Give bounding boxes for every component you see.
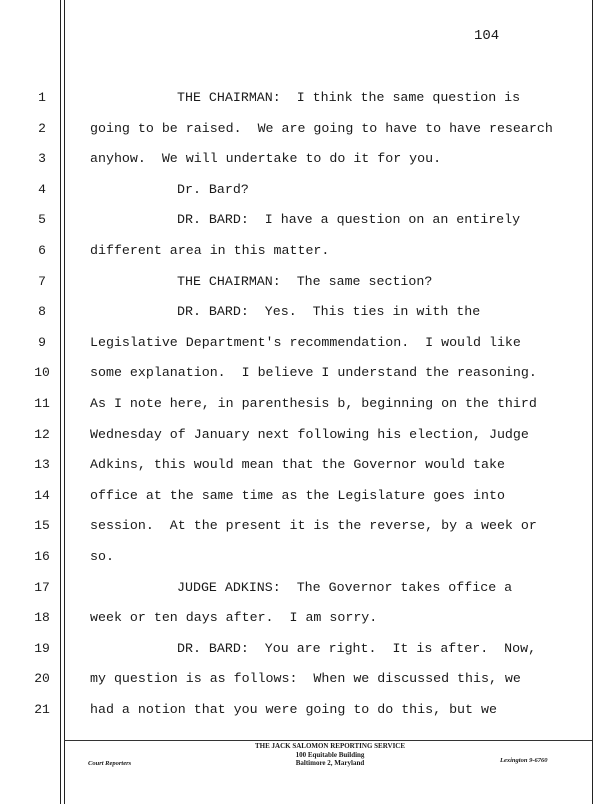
transcript-line xyxy=(0,488,600,508)
line-number: 17 xyxy=(34,579,50,595)
line-number: 10 xyxy=(34,365,50,381)
line-number: 2 xyxy=(38,120,46,136)
line-number: 11 xyxy=(34,396,50,411)
line-text: Legislative Department's recommendation. I would like xyxy=(90,334,521,350)
line-number: 19 xyxy=(34,640,50,656)
line-text: DR. BARD: You are right. It is after. Now, xyxy=(177,640,537,656)
line-number: 1 xyxy=(38,90,46,105)
transcript-line xyxy=(0,702,600,722)
line-number: 20 xyxy=(34,671,50,687)
line-number: 16 xyxy=(34,549,50,564)
line-text: anyhow. We will undertake to do it for you. xyxy=(90,151,442,167)
line-text: THE CHAIRMAN: I think the same question is xyxy=(177,90,521,105)
line-text: had a notion that you were going to do this, but we xyxy=(90,702,497,717)
line-text: DR. BARD: Yes. This ties in with the xyxy=(177,304,481,320)
transcript-line xyxy=(0,396,600,416)
footer-service-name: THE JACK SALOMON REPORTING SERVICE xyxy=(254,742,406,750)
transcript-line xyxy=(0,212,600,232)
line-number: 12 xyxy=(34,426,50,442)
transcript-line xyxy=(0,365,600,385)
transcript-line xyxy=(0,580,600,600)
transcript-line xyxy=(0,518,600,538)
transcript-line xyxy=(0,243,600,263)
line-text: Adkins, this would mean that the Governor would take xyxy=(90,457,505,473)
line-number: 8 xyxy=(38,304,46,320)
transcript-line xyxy=(0,304,600,324)
footer-rule xyxy=(64,740,592,741)
line-number: 6 xyxy=(38,243,46,258)
line-number: 15 xyxy=(34,518,50,534)
transcript-line xyxy=(0,335,600,355)
transcript-line xyxy=(0,641,600,661)
line-text: JUDGE ADKINS: The Governor takes office a xyxy=(177,579,513,595)
transcript-line xyxy=(0,121,600,141)
line-number: 21 xyxy=(34,702,50,717)
line-text: some explanation. I believe I understand the reasoning. xyxy=(90,365,537,381)
footer-service xyxy=(200,742,460,768)
line-text: different area in this matter. xyxy=(90,243,330,258)
page-number: 104 xyxy=(474,28,500,44)
line-text: office at the same time as the Legislature goes into xyxy=(90,487,505,503)
transcript-line xyxy=(0,457,600,477)
line-number: 18 xyxy=(34,610,50,626)
transcript-line xyxy=(0,671,600,691)
line-text: week or ten days after. I am sorry. xyxy=(90,610,378,626)
line-number: 9 xyxy=(38,334,46,350)
line-text: Dr. Bard? xyxy=(177,181,249,197)
transcript-line xyxy=(0,610,600,630)
line-text: DR. BARD: I have a question on an entirely xyxy=(177,212,521,228)
transcript-line xyxy=(0,90,600,110)
line-number: 14 xyxy=(34,487,50,503)
transcript-line xyxy=(0,182,600,202)
footer-left: Court Reporters xyxy=(88,760,132,767)
line-number: 7 xyxy=(38,273,46,289)
line-text: As I note here, in parenthesis b, beginning on the third xyxy=(90,396,537,411)
line-text: going to be raised. We are going to have to have research xyxy=(90,120,553,136)
line-text: my question is as follows: When we discussed this, we xyxy=(90,671,521,687)
transcript-line xyxy=(0,274,600,294)
line-text: Wednesday of January next following his election, Judge xyxy=(90,426,529,442)
line-text: THE CHAIRMAN: The same section? xyxy=(177,273,433,289)
transcript-line xyxy=(0,549,600,569)
line-number: 3 xyxy=(38,151,46,167)
line-number: 4 xyxy=(38,181,46,197)
line-text: session. At the present it is the reverse, by a week or xyxy=(90,518,537,534)
line-text: so. xyxy=(90,549,114,564)
line-number: 5 xyxy=(38,212,46,228)
transcript-line xyxy=(0,427,600,447)
footer-address1: 100 Equitable Building xyxy=(295,750,365,759)
footer-phone: Lexington 9-6760 xyxy=(500,757,548,764)
transcript-line xyxy=(0,151,600,171)
footer-address2: Baltimore 2, Maryland xyxy=(295,759,365,767)
line-number: 13 xyxy=(34,457,50,473)
